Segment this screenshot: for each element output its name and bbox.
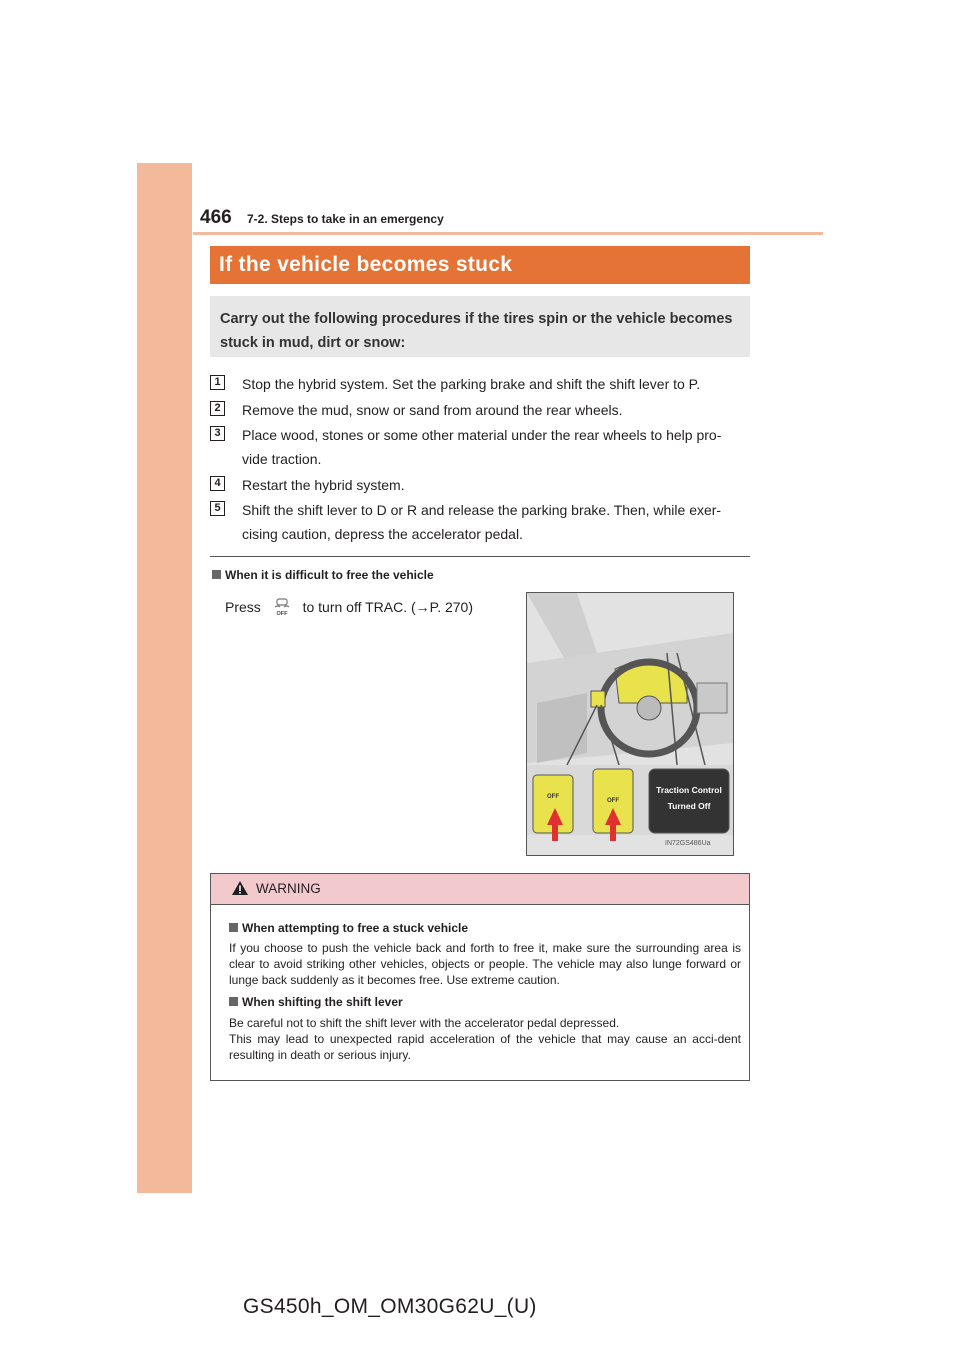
step-number: 1: [210, 375, 225, 390]
header-rule: [193, 232, 823, 235]
chapter-side-tab: [137, 163, 192, 1193]
step-text: Restart the hybrid system.: [242, 477, 405, 493]
page-title: If the vehicle becomes stuck: [219, 253, 513, 276]
warning-title: WARNING: [256, 881, 321, 896]
section-title: 7-2. Steps to take in an emergency: [247, 212, 444, 226]
display-line-1: Traction Control: [656, 785, 722, 795]
step-number: 4: [210, 476, 225, 491]
step-number: 3: [210, 426, 225, 441]
figure-code: IN72GS486Ua: [665, 840, 711, 847]
step-number: 2: [210, 401, 225, 416]
page-number: 466: [200, 207, 232, 228]
step-number: 5: [210, 501, 225, 516]
page-title-bar: [210, 246, 750, 284]
dashboard-illustration: [526, 592, 734, 856]
warning-triangle-icon: [231, 880, 249, 896]
warning-box: [210, 873, 750, 1081]
square-bullet-icon: [212, 570, 221, 579]
warning-item-body: If you choose to push the vehicle back and forth to free it, make sure the surrounding area is clear to avoid striking other vehicles, objects or people. The vehicle may also lunge forward or lunge back suddenly as it becomes free. Use extreme caution.: [229, 941, 741, 987]
warning-item-body: This may lead to unexpected rapid acceleration of the vehicle that may cause an acci-dent resulting in death or serious injury.: [229, 1032, 741, 1062]
square-bullet-icon: [229, 923, 238, 932]
intro-box: Carry out the following procedures if the tires spin or the vehicle becomes stuck in mud, dirt or snow:: [210, 296, 750, 357]
document-footer: GS450h_OM_OM30G62U_(U): [243, 1295, 537, 1318]
trac-off-icon: [271, 598, 293, 616]
step-text: Shift the shift lever to D or R and release the parking brake. Then, while exer-cising caution, depress the accelerator pedal.: [242, 502, 722, 542]
warning-item-heading: When attempting to free a stuck vehicle: [229, 920, 468, 936]
warning-item-heading: When shifting the shift lever: [229, 994, 403, 1010]
press-instruction: Press OFF to turn off TRAC. (→P. 270): [225, 599, 474, 616]
display-line-2: Turned Off: [667, 801, 711, 811]
step-text: Remove the mud, snow or sand from around the rear wheels.: [242, 402, 623, 418]
divider: [210, 556, 750, 557]
step-text: Stop the hybrid system. Set the parking brake and shift the shift lever to P.: [242, 376, 701, 392]
warning-item-body: Be careful not to shift the shift lever with the accelerator pedal depressed.: [229, 1016, 620, 1030]
square-bullet-icon: [229, 997, 238, 1006]
note-heading: When it is difficult to free the vehicle: [212, 568, 434, 582]
svg-text:OFF: OFF: [276, 611, 288, 616]
step-text: Place wood, stones or some other material under the rear wheels to help pro-vide traction.: [242, 427, 722, 467]
warning-header: [211, 874, 749, 905]
button-off-label: OFF: [607, 798, 619, 804]
button-off-label: OFF: [547, 794, 559, 800]
